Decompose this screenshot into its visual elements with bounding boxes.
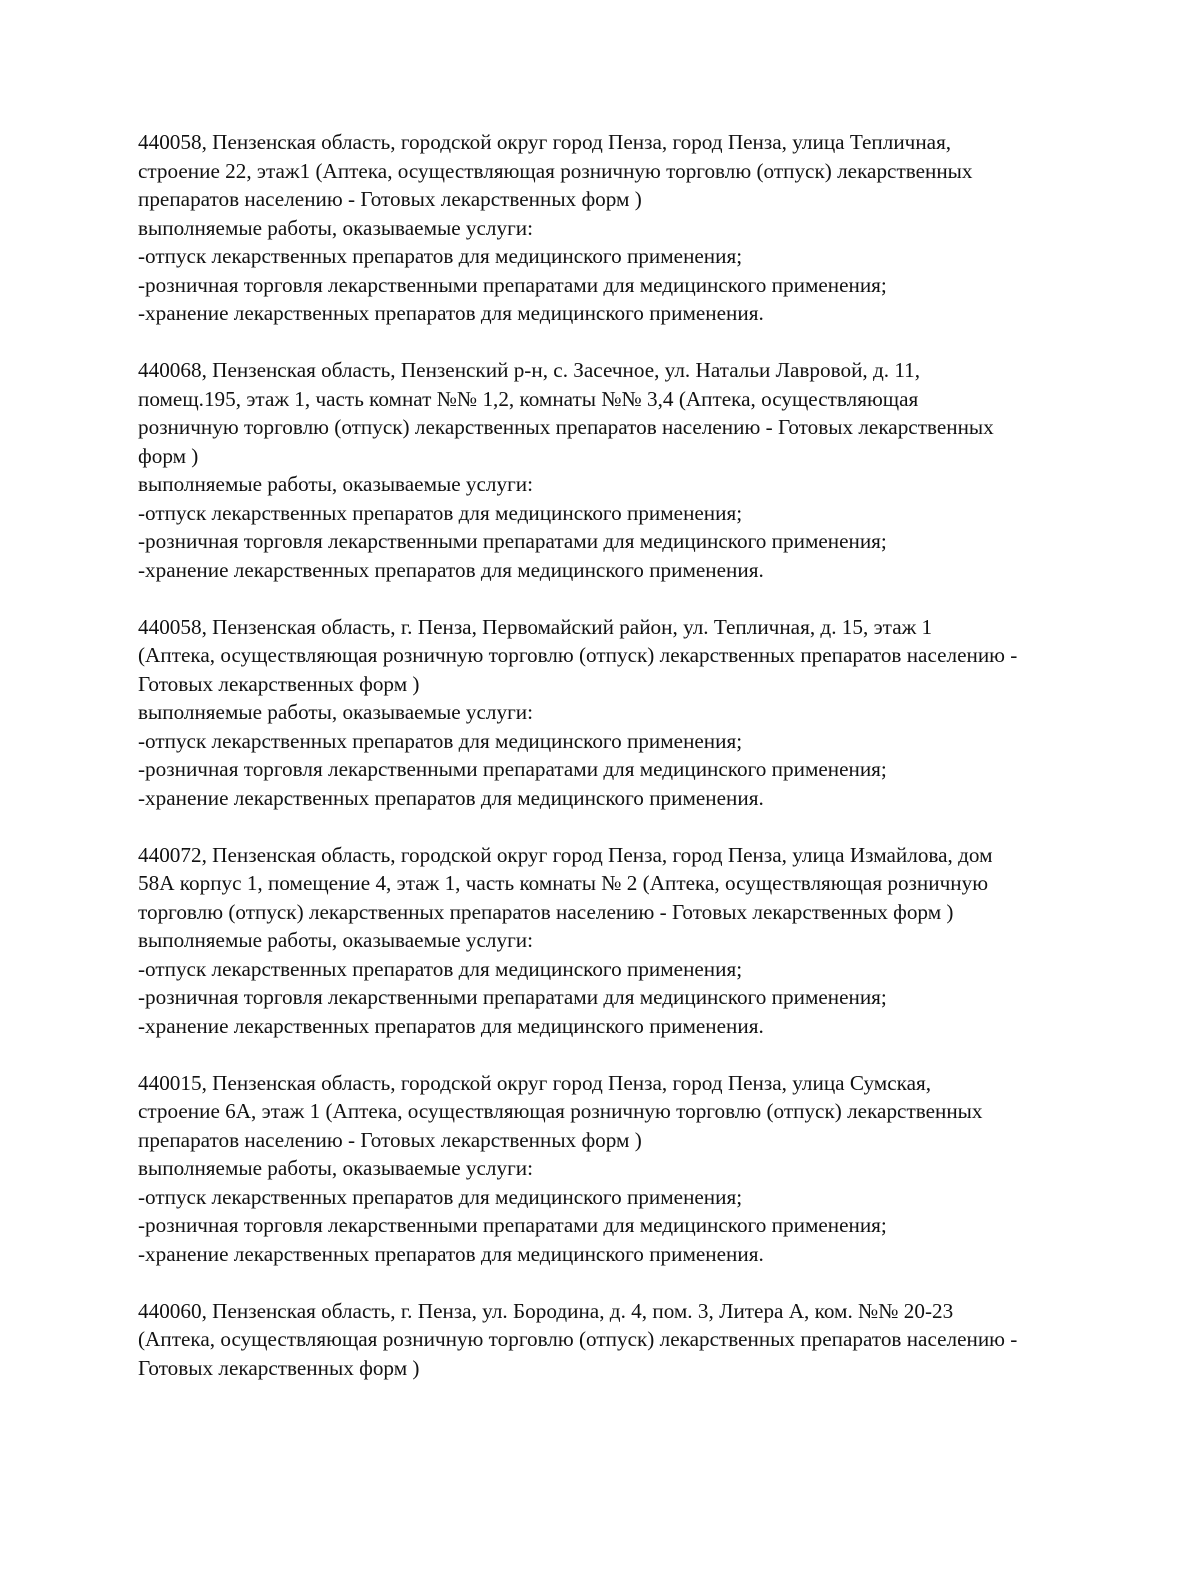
entry-block [138, 1297, 1128, 1383]
address-line: 440015, Пензенская область, городской округ город Пенза, город Пенза, улица Сумская, [138, 1070, 932, 1095]
entry-block [138, 613, 1128, 813]
services-heading: выполняемые работы, оказываемые услуги: [138, 700, 534, 724]
address-line: форм ) [138, 443, 199, 468]
service-item: -хранение лекарственных препаратов для медицинского применения. [138, 785, 764, 810]
document-page [138, 128, 1128, 1411]
address-line: (Аптека, осуществляющая розничную торговлю (отпуск) лекарственных препаратов населению - [138, 1327, 1018, 1351]
service-item: -розничная торговля лекарственными препаратами для медицинского применения; [138, 757, 887, 781]
address-line: Готовых лекарственных форм ) [138, 1355, 420, 1380]
service-item: -хранение лекарственных препаратов для медицинского применения. [138, 1241, 764, 1266]
entry-block [138, 841, 1128, 1041]
address-line: розничную торговлю (отпуск) лекарственных препаратов населению - Готовых лекарственных [138, 415, 994, 439]
entry-block [138, 128, 1128, 328]
address-line: 440068, Пензенская область, Пензенский р-н, с. Засечное, ул. Натальи Лавровой, д. 11, [138, 358, 921, 382]
service-item: -отпуск лекарственных препаратов для медицинского применения; [138, 500, 743, 525]
address-line: торговлю (отпуск) лекарственных препаратов населению - Готовых лекарственных форм ) [138, 899, 954, 924]
address-line: препаратов населению - Готовых лекарственных форм ) [138, 1127, 642, 1152]
entry-block [138, 1069, 1128, 1269]
service-item: -отпуск лекарственных препаратов для медицинского применения; [138, 1184, 743, 1209]
service-item: -хранение лекарственных препаратов для медицинского применения. [138, 557, 764, 582]
address-line: строение 6А, этаж 1 (Аптека, осуществляющая розничную торговлю (отпуск) лекарственных [138, 1099, 983, 1123]
address-line: 440058, Пензенская область, г. Пенза, Первомайский район, ул. Тепличная, д. 15, этаж 1 [138, 614, 933, 639]
service-item: -хранение лекарственных препаратов для медицинского применения. [138, 1013, 764, 1038]
service-item: -отпуск лекарственных препаратов для медицинского применения; [138, 956, 743, 981]
address-line: Готовых лекарственных форм ) [138, 671, 420, 696]
service-item: -отпуск лекарственных препаратов для медицинского применения; [138, 728, 743, 753]
services-heading: выполняемые работы, оказываемые услуги: [138, 928, 534, 952]
service-item: -розничная торговля лекарственными препаратами для медицинского применения; [138, 1213, 887, 1237]
entry-block [138, 356, 1128, 584]
address-line: помещ.195, этаж 1, часть комнат №№ 1,2, комнаты №№ 3,4 (Аптека, осуществляющая [138, 386, 919, 411]
address-line: строение 22, этаж1 (Аптека, осуществляющая розничную торговлю (отпуск) лекарственных [138, 158, 973, 183]
service-item: -розничная торговля лекарственными препаратами для медицинского применения; [138, 272, 887, 297]
services-heading: выполняемые работы, оказываемые услуги: [138, 472, 534, 496]
services-heading: выполняемые работы, оказываемые услуги: [138, 215, 534, 240]
address-line: препаратов населению - Готовых лекарственных форм ) [138, 187, 642, 211]
address-line: (Аптека, осуществляющая розничную торговлю (отпуск) лекарственных препаратов населению - [138, 643, 1018, 667]
address-line: 440060, Пензенская область, г. Пенза, ул. Бородина, д. 4, пом. 3, Литера А, ком. №№ 20-23 [138, 1298, 954, 1323]
address-line: 440058, Пензенская область, городской округ город Пенза, город Пенза, улица Тепличная, [138, 130, 952, 154]
service-item: -розничная торговля лекарственными препаратами для медицинского применения; [138, 529, 887, 553]
services-heading: выполняемые работы, оказываемые услуги: [138, 1156, 534, 1180]
address-line: 440072, Пензенская область, городской округ город Пенза, город Пенза, улица Измайлова, дом [138, 842, 993, 867]
service-item: -розничная торговля лекарственными препаратами для медицинского применения; [138, 985, 887, 1009]
service-item: -хранение лекарственных препаратов для медицинского применения. [138, 301, 764, 325]
service-item: -отпуск лекарственных препаратов для медицинского применения; [138, 244, 743, 268]
address-line: 58А корпус 1, помещение 4, этаж 1, часть комнаты № 2 (Аптека, осуществляющая розничную [138, 871, 989, 895]
